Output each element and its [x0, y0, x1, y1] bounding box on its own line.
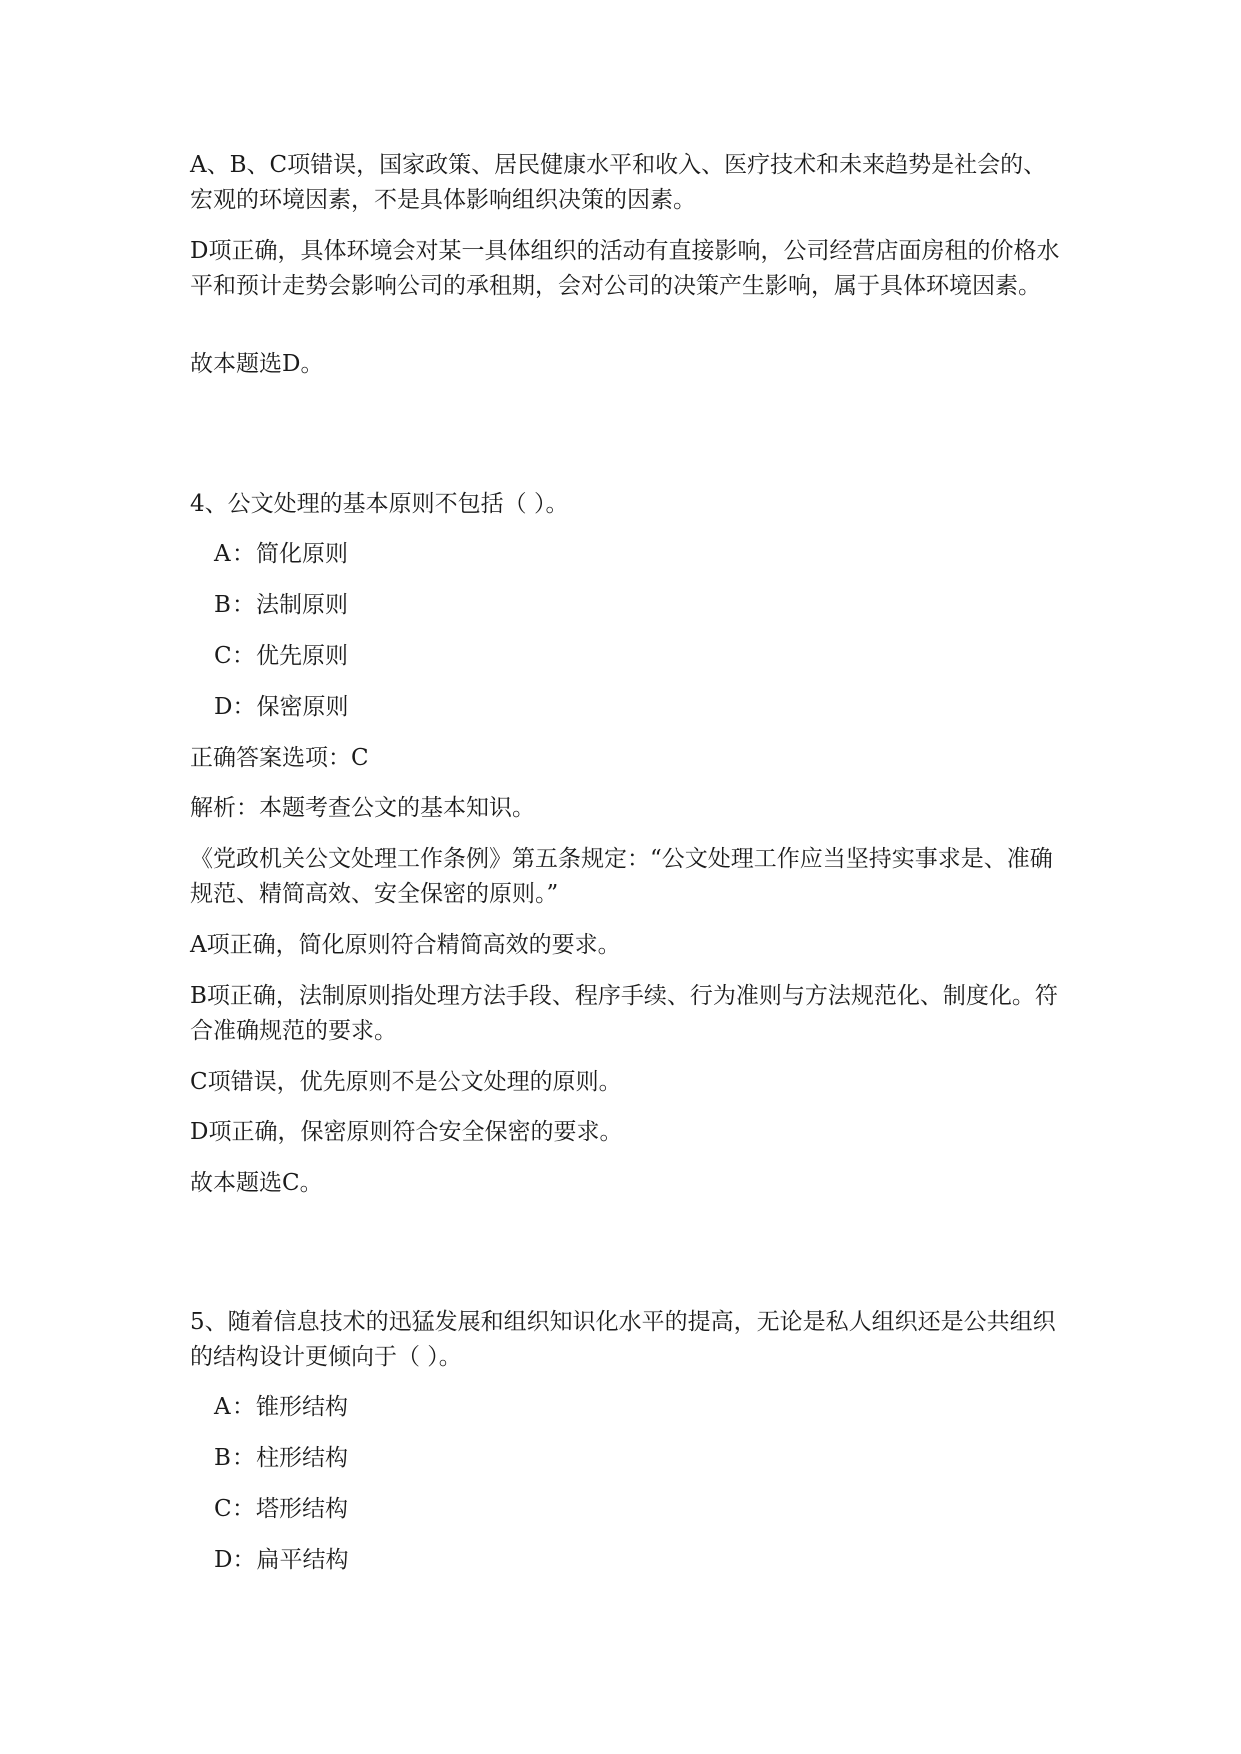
- q4-analysis-regulation: 《党政机关公文处理工作条例》第五条规定：“公文处理工作应当坚持实事求是、准确规范、精简高效、安全保密的原则。”: [190, 846, 1053, 907]
- option-letter: A: [214, 541, 231, 567]
- option-separator: ：: [232, 541, 255, 567]
- option-separator: ：: [232, 1496, 255, 1522]
- q3-analysis-paragraph-1: A、B、C项错误，国家政策、居民健康水平和收入、医疗技术和未来趋势是社会的、宏观的环境因素，不是具体影响组织决策的因素。: [190, 152, 1047, 213]
- option-text: 法制原则: [256, 592, 348, 618]
- q4-analysis-intro: 解析：本题考查公文的基本知识。: [190, 795, 535, 821]
- option-letter: C: [214, 1496, 232, 1522]
- option-letter: D: [214, 1547, 233, 1573]
- q4-analysis-b: B项正确，法制原则指处理方法手段、程序手续、行为准则与方法规范化、制度化。符合准确规范的要求。: [190, 983, 1058, 1044]
- option-letter: B: [214, 1445, 231, 1471]
- q3-analysis-paragraph-2: D项正确，具体环境会对某一具体组织的活动有直接影响，公司经营店面房租的价格水平和预计走势会影响公司的承租期，会对公司的决策产生影响，属于具体环境因素。: [190, 238, 1060, 299]
- option-separator: ：: [232, 643, 255, 669]
- q4-conclusion: 故本题选C。: [190, 1170, 323, 1196]
- q5-option-d: [214, 1543, 348, 1578]
- option-letter: A: [214, 1394, 231, 1420]
- q4-option-c: [214, 639, 348, 674]
- option-text: 塔形结构: [256, 1496, 348, 1522]
- option-text: 简化原则: [256, 541, 348, 567]
- q5-option-c: [214, 1492, 348, 1527]
- option-text: 保密原则: [256, 694, 349, 720]
- option-text: 锥形结构: [256, 1394, 348, 1420]
- q5-question: 5、随着信息技术的迅猛发展和组织知识化水平的提高，无论是私人组织还是公共组织的结构设计更倾向于（ ）。: [190, 1309, 1056, 1370]
- option-letter: D: [214, 694, 233, 720]
- option-letter: C: [214, 643, 232, 669]
- q4-option-d: [214, 690, 348, 725]
- option-letter: B: [214, 592, 231, 618]
- q4-option-b: [214, 588, 348, 623]
- option-separator: ：: [232, 1445, 255, 1471]
- option-text: 优先原则: [256, 643, 348, 669]
- q5-option-b: [214, 1441, 348, 1476]
- q4-analysis-d: D项正确，保密原则符合安全保密的要求。: [190, 1119, 623, 1145]
- q4-option-a: [214, 537, 348, 572]
- option-separator: ：: [232, 592, 255, 618]
- q3-conclusion: 故本题选D。: [190, 351, 324, 377]
- q5-option-a: [214, 1390, 348, 1425]
- option-text: 扁平结构: [256, 1547, 349, 1573]
- option-separator: ：: [232, 1394, 255, 1420]
- q4-question: 4、公文处理的基本原则不包括（ ）。: [190, 491, 569, 517]
- option-separator: ：: [232, 694, 256, 720]
- q4-analysis-a: A项正确，简化原则符合精简高效的要求。: [190, 932, 621, 958]
- option-separator: ：: [232, 1547, 256, 1573]
- option-text: 柱形结构: [256, 1445, 348, 1471]
- q4-answer: 正确答案选项：C: [190, 745, 369, 771]
- q4-analysis-c: C项错误，优先原则不是公文处理的原则。: [190, 1069, 622, 1095]
